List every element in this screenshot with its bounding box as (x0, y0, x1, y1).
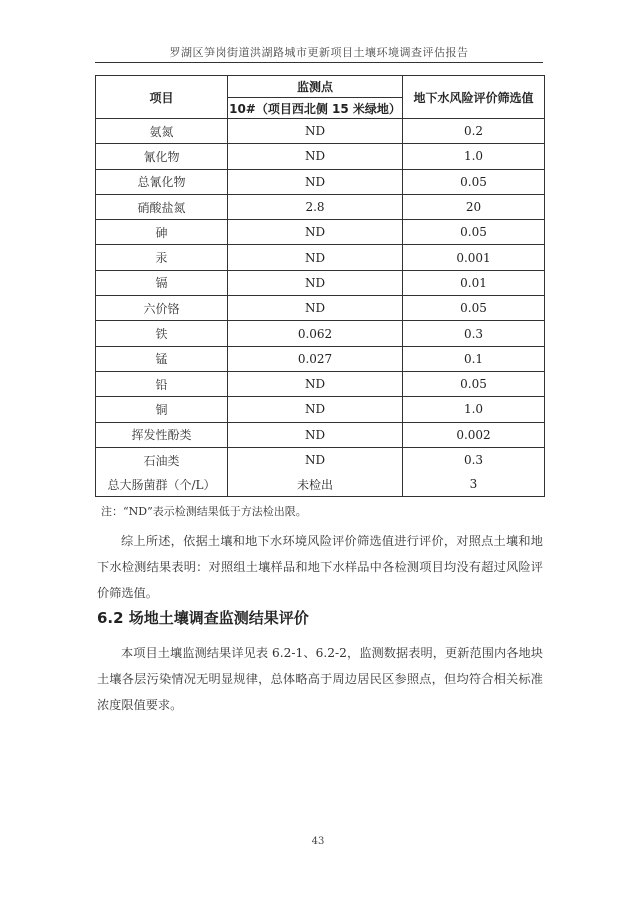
table-row (96, 194, 545, 219)
cell-screening-value: 0.3 (403, 447, 545, 472)
table-row (96, 321, 545, 346)
cell-screening-value: 0.01 (403, 270, 545, 295)
section-heading: 6.2 场地土壤调查监测结果评价 (97, 609, 309, 627)
cell-item-name: 石油类 (96, 447, 228, 472)
cell-item-name: 砷 (96, 220, 228, 245)
cell-measured-value: 0.062 (228, 321, 403, 346)
running-header: 罗湖区笋岗街道洪湖路城市更新项目土壤环境调查评估报告 (169, 46, 469, 59)
cell-measured-value: ND (228, 296, 403, 321)
table-note: 注：“ND”表示检测结果低于方法检出限。 (101, 505, 307, 518)
table-row (96, 245, 545, 270)
cell-screening-value: 0.05 (403, 371, 545, 396)
cell-screening-value: 0.2 (403, 119, 545, 144)
table-row (96, 144, 545, 169)
cell-screening-value: 0.05 (403, 296, 545, 321)
cell-screening-value: 20 (403, 194, 545, 219)
cell-measured-value: ND (228, 220, 403, 245)
cell-item-name: 镉 (96, 270, 228, 295)
cell-item-name: 硝酸盐氮 (96, 194, 228, 219)
cell-item-name: 锰 (96, 346, 228, 371)
cell-screening-value: 3 (403, 472, 545, 497)
header-rule (95, 62, 543, 63)
cell-measured-value: ND (228, 371, 403, 396)
table-row (96, 472, 545, 497)
cell-measured-value: ND (228, 144, 403, 169)
cell-item-name: 六价铬 (96, 296, 228, 321)
cell-screening-value: 0.3 (403, 321, 545, 346)
table-row (96, 220, 545, 245)
cell-screening-value: 0.002 (403, 422, 545, 447)
cell-screening-value: 0.05 (403, 220, 545, 245)
cell-measured-value: ND (228, 169, 403, 194)
table-row (96, 296, 545, 321)
header-screening-value: 地下水风险评价筛选值 (403, 76, 545, 119)
cell-screening-value: 1.0 (403, 144, 545, 169)
cell-item-name: 铜 (96, 397, 228, 422)
cell-measured-value: 0.027 (228, 346, 403, 371)
cell-measured-value: ND (228, 397, 403, 422)
header-monitoring-point: 监测点 (228, 76, 403, 98)
cell-item-name: 汞 (96, 245, 228, 270)
table-row (96, 422, 545, 447)
cell-item-name: 铁 (96, 321, 228, 346)
cell-screening-value: 0.05 (403, 169, 545, 194)
cell-item-name: 铅 (96, 371, 228, 396)
page-number: 43 (311, 836, 325, 847)
cell-item-name: 挥发性酚类 (96, 422, 228, 447)
cell-measured-value: ND (228, 422, 403, 447)
cell-screening-value: 0.1 (403, 346, 545, 371)
cell-item-name: 总氰化物 (96, 169, 228, 194)
header-item: 项目 (96, 76, 228, 119)
cell-screening-value: 1.0 (403, 397, 545, 422)
table-row (96, 270, 545, 295)
table-row (96, 371, 545, 396)
cell-measured-value: ND (228, 245, 403, 270)
table-row (96, 119, 545, 144)
cell-item-name: 氨氮 (96, 119, 228, 144)
cell-measured-value: ND (228, 119, 403, 144)
cell-measured-value: 2.8 (228, 194, 403, 219)
table-row (96, 397, 545, 422)
monitoring-table (95, 75, 545, 497)
cell-measured-value: ND (228, 270, 403, 295)
cell-item-name: 总大肠菌群（个/L） (96, 472, 228, 497)
table-row (96, 346, 545, 371)
section-paragraph: 本项目土壤监测结果详见表 6.2-1、6.2-2，监测数据表明，更新范围内各地块土壤各层污染情况无明显规律，总体略高于周边居民区参照点，但均符合相关标准浓度限值要求。 (97, 646, 543, 712)
cell-measured-value: ND (228, 447, 403, 472)
header-point-10: 10#（项目西北侧 15 米绿地） (228, 98, 403, 119)
table-row (96, 447, 545, 472)
table-body (96, 119, 545, 497)
cell-screening-value: 0.001 (403, 245, 545, 270)
summary-paragraph: 综上所述，依据土壤和地下水环境风险评价筛选值进行评价，对照点土壤和地下水检测结果表明：对照组土壤样品和地下水样品中各检测项目均没有超过风险评价筛选值。 (97, 534, 543, 600)
cell-item-name: 氰化物 (96, 144, 228, 169)
table-row (96, 169, 545, 194)
cell-measured-value: 未检出 (228, 472, 403, 497)
